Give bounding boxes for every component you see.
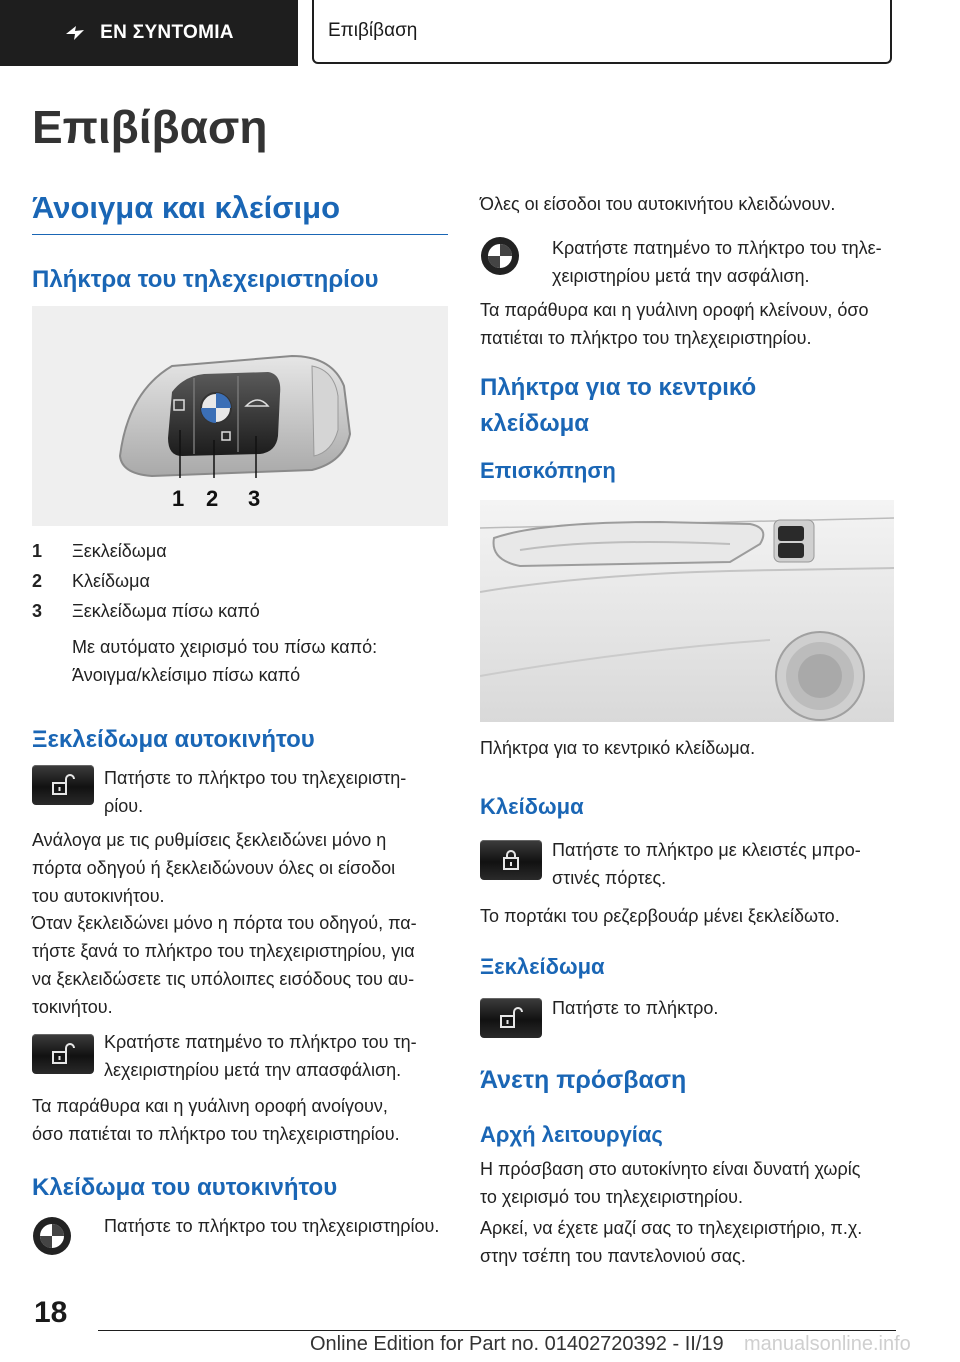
list-item xyxy=(32,597,260,625)
text-line: το χειρισμό του τηλεχειριστηρίου. xyxy=(480,1187,743,1207)
unlock-heading: Ξεκλείδωμα αυτοκινήτου xyxy=(32,726,315,753)
text-line: όσο πατιέται το πλήκτρο του τηλεχειριστηρίου. xyxy=(32,1124,400,1144)
remote-key-figure xyxy=(32,306,448,526)
text-line: ρίου. xyxy=(104,796,144,816)
figure-caption: Πλήκτρα για το κεντρικό κλείδωμα. xyxy=(480,738,756,758)
unlock-hold-note xyxy=(104,1028,417,1084)
flash-icon xyxy=(64,22,86,44)
callout-3: 3 xyxy=(248,486,261,511)
text-line: στινές πόρτες. xyxy=(552,868,667,888)
edition-text: Online Edition for Part no. 01402720392 - II/19 xyxy=(310,1333,724,1355)
unlock-button-icon xyxy=(32,1034,94,1074)
legend-text: Ξεκλείδωμα xyxy=(72,541,167,561)
principle-paragraph-2 xyxy=(480,1214,862,1270)
bmw-logo-icon xyxy=(32,1216,72,1261)
lock-button-icon xyxy=(480,840,542,880)
page-number: 18 xyxy=(34,1296,68,1329)
text-line: Τα παράθυρα και η γυάλινη οροφή ανοίγουν, xyxy=(32,1096,388,1116)
unlock-step xyxy=(104,764,406,820)
text-line: Τα παράθυρα και η γυάλινη οροφή κλείνουν, όσο xyxy=(480,300,869,320)
heading-line: κλείδωμα xyxy=(480,410,590,437)
text-line: πατιέται το πλήκτρο του τηλεχειριστηρίου. xyxy=(480,328,812,348)
list-item xyxy=(32,537,167,565)
unlock2-heading: Ξεκλείδωμα xyxy=(480,954,605,979)
tab-section-label: Επιβίβαση xyxy=(328,20,418,41)
section-divider xyxy=(32,234,448,235)
callout-2: 2 xyxy=(206,486,219,511)
legend-num: 1 xyxy=(32,541,43,561)
overview-heading: Επισκόπηση xyxy=(480,458,616,483)
unlock-button-icon xyxy=(480,998,542,1038)
lock2-step xyxy=(552,836,861,892)
page-title: Επιβίβαση xyxy=(32,101,268,153)
remote-key-illustration xyxy=(32,306,448,526)
text-line: τοκινήτου. xyxy=(32,997,113,1017)
legend-text: Κλείδωμα xyxy=(72,571,150,591)
legend-note-line: Με αυτόματο χειρισμό του πίσω καπό: xyxy=(72,637,378,657)
text-line: Πατήστε το πλήκτρο με κλειστές μπρο‐ xyxy=(552,840,861,860)
text-line: λεχειριστηρίου μετά την απασφάλιση. xyxy=(104,1060,402,1080)
tab-quick-reference[interactable] xyxy=(0,0,298,66)
unlock2-step: Πατήστε το πλήκτρο. xyxy=(552,998,719,1018)
comfort-access-heading: Άνετη πρόσβαση xyxy=(480,1066,687,1094)
lock2-heading: Κλείδωμα xyxy=(480,794,584,819)
unlock-paragraph-2 xyxy=(32,909,417,1021)
text-line: τήστε ξανά το πλήκτρο του τηλεχειριστηρίου, για xyxy=(32,941,415,961)
text-line: Όταν ξεκλειδώνει μόνο η πόρτα του οδηγού, πα‐ xyxy=(32,913,417,933)
text-line: πόρτα οδηγού ή ξεκλειδώνουν όλες οι είσοδοι xyxy=(32,858,396,878)
watermark: manualsonline.info xyxy=(744,1333,911,1355)
lock-heading: Κλείδωμα του αυτοκινήτου xyxy=(32,1174,338,1201)
principle-heading: Αρχή λειτουργίας xyxy=(480,1122,663,1147)
text-line: Αρκεί, να έχετε μαζί σας το τηλεχειριστήριο, π.χ. xyxy=(480,1218,863,1238)
principle-paragraph-1 xyxy=(480,1155,860,1211)
legend-text: Ξεκλείδωμα πίσω καπό xyxy=(72,601,260,621)
text-line: Η πρόσβαση στο αυτοκίνητο είναι δυνατή χωρίς xyxy=(480,1159,861,1179)
legend-note-line: Άνοιγμα/κλείσιμο πίσω καπό xyxy=(72,665,301,685)
text-line: να ξεκλειδώσετε τις υπόλοιπες εισόδους του αυ‐ xyxy=(32,969,415,989)
legend-num: 2 xyxy=(32,571,43,591)
unlock-paragraph-3 xyxy=(32,1092,400,1148)
text-line: του αυτοκινήτου. xyxy=(32,886,165,906)
tab-section[interactable] xyxy=(312,0,892,64)
text-line: στην τσέπη του παντελονιού σας. xyxy=(480,1246,746,1266)
section-heading: Άνοιγμα και κλείσιμο xyxy=(32,190,341,225)
lock-paragraph-1: Όλες οι είσοδοι του αυτοκινήτου κλειδώνουν. xyxy=(480,194,836,214)
unlock-button-icon xyxy=(32,765,94,805)
central-lock-heading xyxy=(480,370,756,442)
bmw-logo-icon xyxy=(480,236,520,281)
lock2-paragraph: Το πορτάκι του ρεζερβουάρ μένει ξεκλείδωτο. xyxy=(480,906,840,926)
text-line: Κρατήστε πατημένο το πλήκτρο του τηλε‐ xyxy=(552,238,882,258)
lock-hold-note xyxy=(552,234,882,290)
remote-heading: Πλήκτρα του τηλεχειριστηρίου xyxy=(32,266,379,293)
footer-divider xyxy=(98,1330,896,1331)
lock-step: Πατήστε το πλήκτρο του τηλεχειριστηρίου. xyxy=(104,1216,440,1236)
text-line: χειριστηρίου μετά την ασφάλιση. xyxy=(552,266,810,286)
list-item xyxy=(32,567,150,595)
unlock-paragraph-1 xyxy=(32,826,395,910)
text-line: Ανάλογα με τις ρυθμίσεις ξεκλειδώνει μόνο η xyxy=(32,830,387,850)
door-panel-illustration xyxy=(480,500,894,722)
lock-paragraph-2 xyxy=(480,296,869,352)
tab-quick-label: ΕΝ ΣΥΝΤΟΜΙΑ xyxy=(100,22,234,43)
door-panel-figure xyxy=(480,500,894,722)
heading-line: Πλήκτρα για το κεντρικό xyxy=(480,374,757,401)
legend-num: 3 xyxy=(32,601,43,621)
callout-1: 1 xyxy=(172,486,185,511)
text-line: Πατήστε το πλήκτρο του τηλεχειριστη‐ xyxy=(104,768,407,788)
text-line: Κρατήστε πατημένο το πλήκτρο του τη‐ xyxy=(104,1032,417,1052)
